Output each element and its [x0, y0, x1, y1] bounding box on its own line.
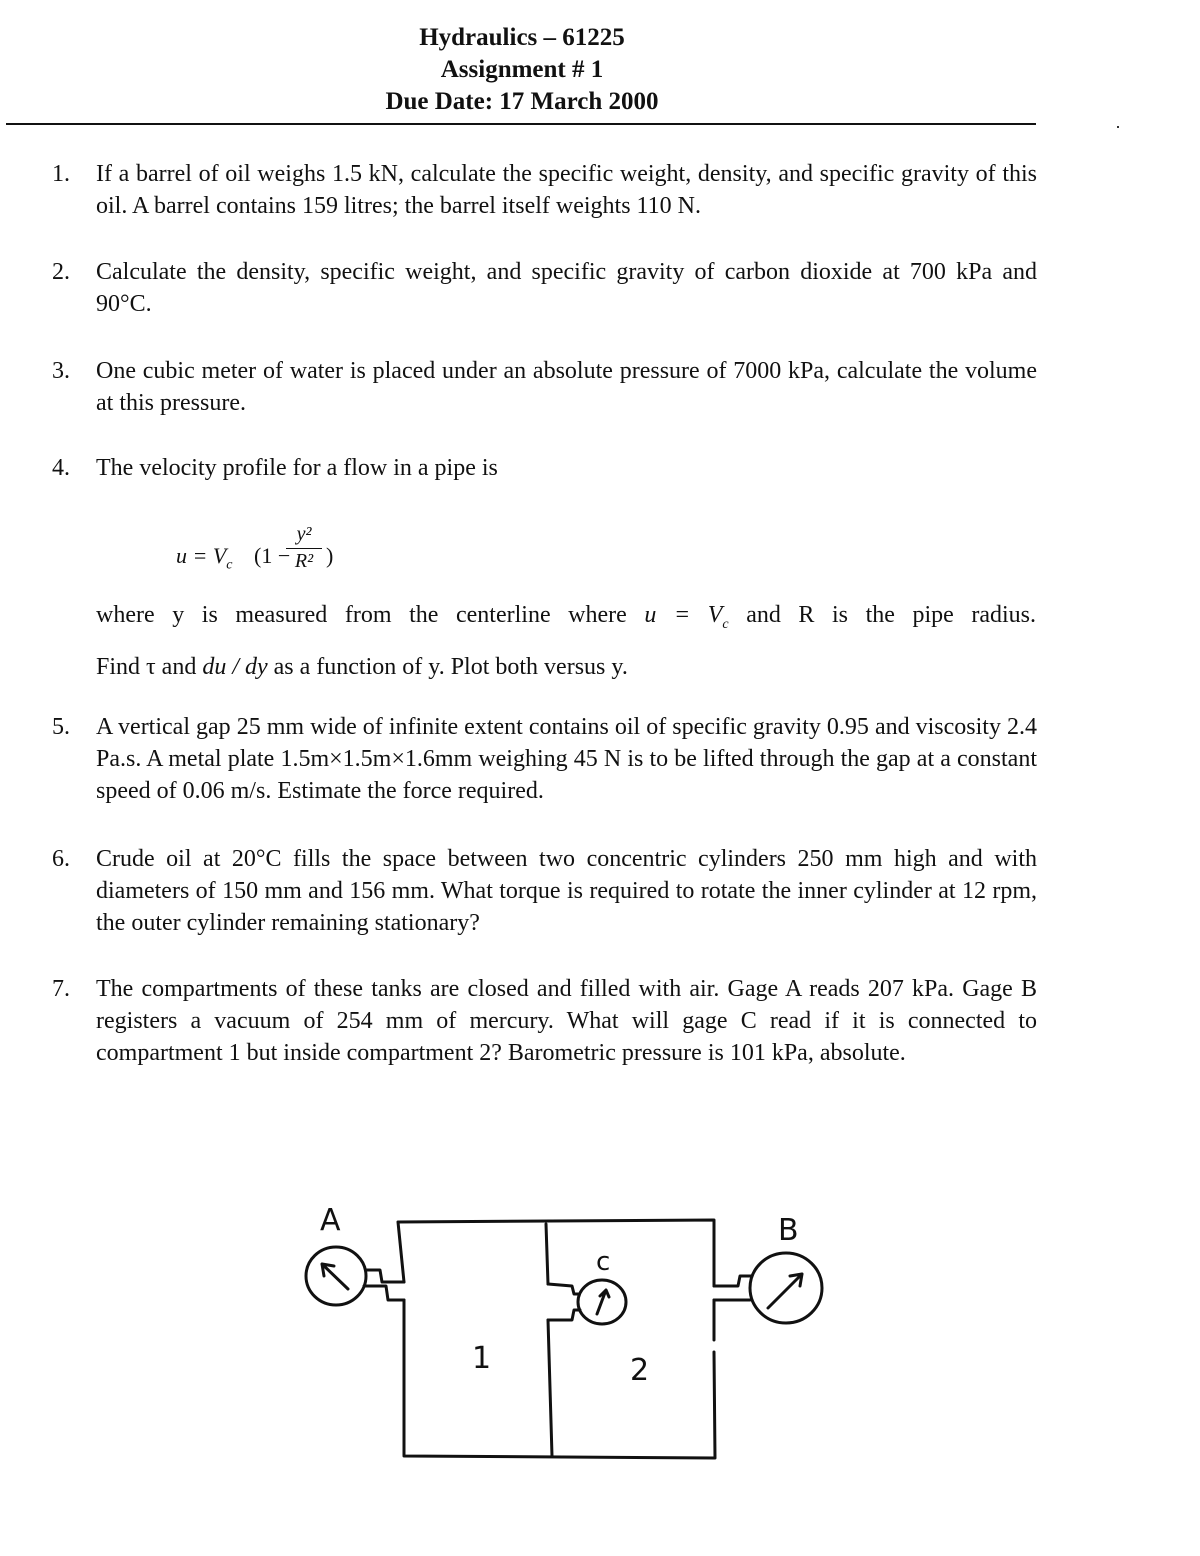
gage-b-needle-icon [768, 1274, 802, 1308]
compartment-wall [546, 1224, 552, 1456]
problem-number: 6. [52, 846, 70, 872]
problem-number: 3. [52, 358, 70, 384]
gage-c-connector [548, 1284, 580, 1320]
course-title: Hydraulics – 61225 [419, 24, 625, 51]
gage-a-connector [364, 1270, 404, 1300]
problem-7 [52, 973, 1037, 1069]
gage-b-connector [714, 1276, 752, 1300]
equation-denominator: R² [294, 550, 314, 572]
tank-diagram [290, 1190, 850, 1480]
document-header [0, 22, 1044, 118]
equation-numerator: y² [296, 523, 312, 545]
problem-6 [52, 843, 1037, 939]
tank-outline [398, 1220, 715, 1458]
problem-4-continuation [96, 594, 1036, 688]
problem-text: A vertical gap 25 mm wide of infinite extent contains oil of specific gravity 0.95 and viscosity 2.4 Pa.s. A metal plate 1.5m×1.5m×1.6mm weighing 45 N is to be lifted through the gap at a constant speed of 0.06 m/s. Estimate the force required. [96, 714, 1037, 804]
label-gage-b: B [778, 1213, 799, 1248]
continuation-line-1: where y is measured from the centerline where $u = V_c$ and R is the pipe radius. [96, 602, 1037, 632]
problem-1 [52, 158, 1037, 222]
gage-a-needle-icon [322, 1264, 348, 1289]
problem-number: 1. [52, 161, 70, 187]
equation-fraction [284, 522, 324, 573]
label-gage-c: c [596, 1247, 611, 1277]
problem-number: 7. [52, 976, 70, 1002]
problem-number: 4. [52, 455, 70, 481]
problem-text: One cubic meter of water is placed under an absolute pressure of 7000 kPa, calculate the volume at this pressure. [96, 358, 1037, 416]
problem-text: If a barrel of oil weighs 1.5 kN, calculate the specific weight, density, and specific gravity of this oil. A barrel contains 159 litres; the barrel itself weights 110 N. [96, 161, 1037, 219]
equation-close: ) [326, 543, 334, 568]
problem-3 [52, 355, 1037, 419]
label-gage-a: A [320, 1203, 341, 1238]
gage-c-needle-icon [597, 1290, 609, 1314]
problem-4 [52, 452, 1037, 484]
header-rule [6, 123, 1036, 125]
problem-number: 5. [52, 714, 70, 740]
problem-5 [52, 711, 1037, 807]
equation-open: (1 − [254, 543, 291, 568]
continuation-line-2: Find τ and du / dy as a function of y. Plot both versus y. [96, 653, 628, 680]
label-compartment-1: 1 [472, 1341, 492, 1376]
equation-lhs: $u = V_c$ [176, 543, 233, 573]
label-compartment-2: 2 [630, 1353, 650, 1388]
stray-mark [1117, 126, 1119, 128]
problem-text: The compartments of these tanks are closed and filled with air. Gage A reads 207 kPa. Gage B registers a vacuum of 254 mm of mercury. What will gage C read if it is connected to compartment 1 but inside compartment 2? Barometric pressure is 101 kPa, absolute. [96, 976, 1037, 1066]
problem-number: 2. [52, 259, 70, 285]
problem-text: Calculate the density, specific weight, and specific gravity of carbon dioxide at 700 kPa and 90°C. [96, 259, 1037, 317]
problem-text: The velocity profile for a flow in a pipe is [96, 455, 498, 481]
problem-2 [52, 256, 1037, 320]
assignment-title: Assignment # 1 [440, 56, 604, 83]
due-date: Due Date: 17 March 2000 [385, 88, 659, 115]
problem-text: Crude oil at 20°C fills the space between two concentric cylinders 250 mm high and with diameters of 150 mm and 156 mm. What torque is required to rotate the inner cylinder at 12 rpm, the outer cylinder remaining stationary? [96, 846, 1037, 936]
